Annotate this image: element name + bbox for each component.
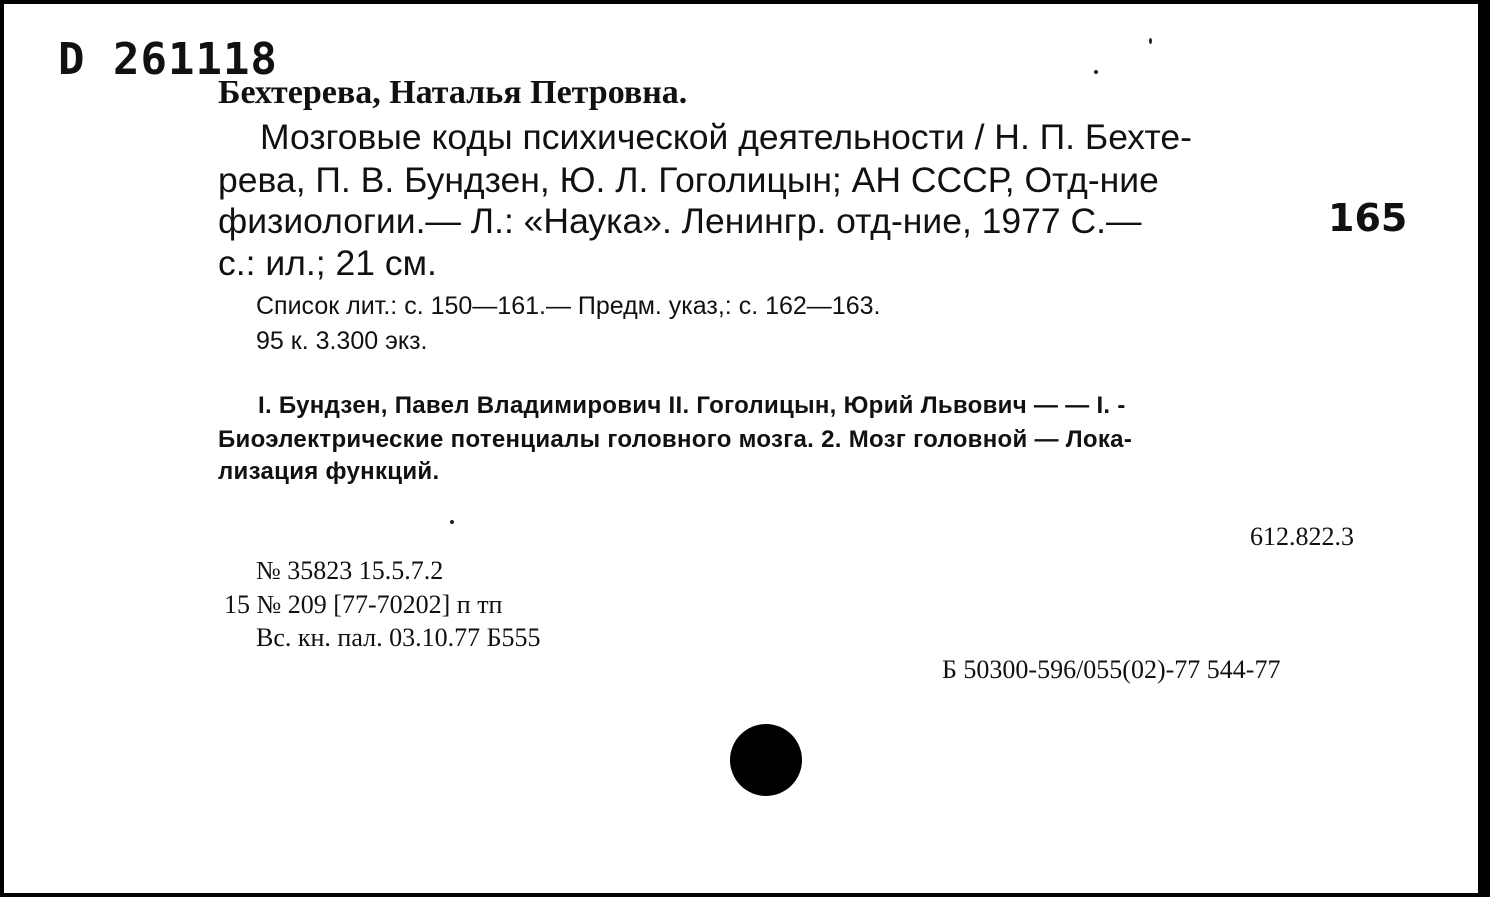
description-line-2: рева, П. В. Бундзен, Ю. Л. Гоголицын; АН СССР, Отд-ние bbox=[218, 160, 1159, 200]
call-number: D 261118 bbox=[58, 34, 278, 85]
catalog-card bbox=[4, 4, 1478, 893]
classification-number: 612.822.3 bbox=[1250, 522, 1354, 551]
notes-line-2: 95 к. 3.300 экз. bbox=[256, 327, 428, 355]
punch-hole bbox=[730, 724, 802, 796]
registry-line-1: № 35823 15.5.7.2 bbox=[256, 556, 444, 585]
registry-line-2: 15 № 209 [77-70202] п тп bbox=[224, 590, 503, 619]
registry-line-3: Вс. кн. пал. 03.10.77 Б555 bbox=[256, 623, 541, 652]
tracings-line-3: лизация функций. bbox=[218, 458, 440, 485]
handwritten-page-count: 165 bbox=[1328, 196, 1408, 240]
catalog-code: Б 50300-596/055(02)-77 544-77 bbox=[942, 655, 1281, 684]
tracings-line-2: Биоэлектрические потенциалы головного мозга. 2. Мозг головной — Лока- bbox=[218, 426, 1133, 453]
description-line-3: физиологии.— Л.: «Наука». Ленингр. отд-ние, 1977 С.— bbox=[218, 201, 1142, 241]
description-line-1: Мозговые коды психической деятельности / Н. П. Бехте- bbox=[260, 117, 1192, 157]
ink-speck bbox=[450, 520, 454, 524]
ink-speck bbox=[1094, 70, 1098, 74]
tracings-line-1: I. Бундзен, Павел Владимирович II. Гоголицын, Юрий Львович — — I. - bbox=[258, 392, 1126, 419]
ink-speck bbox=[1149, 38, 1152, 44]
notes-line-1: Список лит.: с. 150—161.— Предм. указ,: с. 162—163. bbox=[256, 292, 881, 320]
author-heading: Бехтерева, Наталья Петровна. bbox=[218, 74, 688, 111]
description-line-4: с.: ил.; 21 см. bbox=[218, 243, 437, 283]
